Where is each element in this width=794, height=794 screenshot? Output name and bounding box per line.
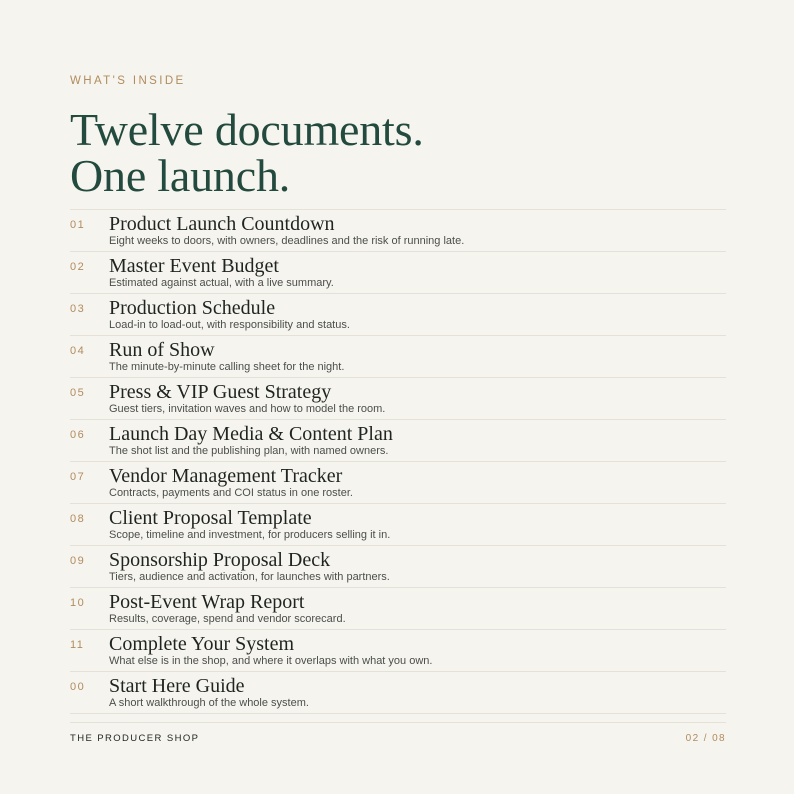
item-number: 09: [70, 555, 86, 567]
list-item: [70, 630, 726, 672]
item-number: 04: [70, 345, 86, 357]
item-description: The minute-by-minute calling sheet for the night.: [109, 361, 345, 373]
item-title: Vendor Management Tracker: [109, 465, 343, 487]
item-number: 06: [70, 429, 86, 441]
item-number: 08: [70, 513, 86, 525]
item-title: Run of Show: [109, 339, 215, 361]
page-number: 02 / 08: [685, 733, 726, 744]
item-number: 07: [70, 471, 86, 483]
item-description: The shot list and the publishing plan, with named owners.: [109, 445, 389, 457]
item-title: Press & VIP Guest Strategy: [109, 381, 332, 403]
list-item: [70, 336, 726, 378]
item-description: Tiers, audience and activation, for launches with partners.: [109, 571, 390, 583]
item-number: 05: [70, 387, 86, 399]
item-number: 11: [70, 639, 85, 651]
item-title: Post-Event Wrap Report: [109, 591, 305, 613]
list-item: [70, 294, 726, 336]
footer-brand: THE PRODUCER SHOP: [70, 733, 200, 744]
item-title: Client Proposal Template: [109, 507, 312, 529]
headline-line-2: One launch.: [70, 150, 291, 201]
document-list: [70, 209, 726, 714]
item-title: Start Here Guide: [109, 675, 245, 697]
list-item: [70, 588, 726, 630]
headline-line-1: Twelve documents.: [70, 104, 424, 155]
item-description: Eight weeks to doors, with owners, deadlines and the risk of running late.: [109, 235, 465, 247]
item-number: 02: [70, 261, 86, 273]
list-item: [70, 546, 726, 588]
item-title: Master Event Budget: [109, 255, 279, 277]
item-description: Guest tiers, invitation waves and how to model the room.: [109, 403, 386, 415]
footer-divider: [70, 722, 726, 723]
page: [70, 0, 726, 794]
list-item: [70, 504, 726, 546]
list-item: [70, 210, 726, 252]
item-number: 03: [70, 303, 86, 315]
list-item: [70, 252, 726, 294]
eyebrow-label: WHAT'S INSIDE: [70, 75, 186, 87]
list-item: [70, 420, 726, 462]
item-description: Results, coverage, spend and vendor scorecard.: [109, 613, 346, 625]
item-title: Production Schedule: [109, 297, 276, 319]
item-number: 01: [70, 219, 86, 231]
item-number: 10: [70, 597, 86, 609]
item-description: A short walkthrough of the whole system.: [109, 697, 309, 709]
item-description: Scope, timeline and investment, for producers selling it in.: [109, 529, 391, 541]
page-headline: [70, 104, 424, 201]
item-description: What else is in the shop, and where it overlaps with what you own.: [109, 655, 433, 667]
item-number: 00: [70, 681, 86, 693]
item-title: Launch Day Media & Content Plan: [109, 423, 393, 445]
list-item: [70, 462, 726, 504]
item-title: Sponsorship Proposal Deck: [109, 549, 331, 571]
item-description: Estimated against actual, with a live summary.: [109, 277, 334, 289]
item-title: Product Launch Countdown: [109, 213, 335, 235]
item-description: Contracts, payments and COI status in one roster.: [109, 487, 353, 499]
list-item: [70, 672, 726, 714]
list-item: [70, 378, 726, 420]
item-description: Load-in to load-out, with responsibility and status.: [109, 319, 350, 331]
item-title: Complete Your System: [109, 633, 295, 655]
